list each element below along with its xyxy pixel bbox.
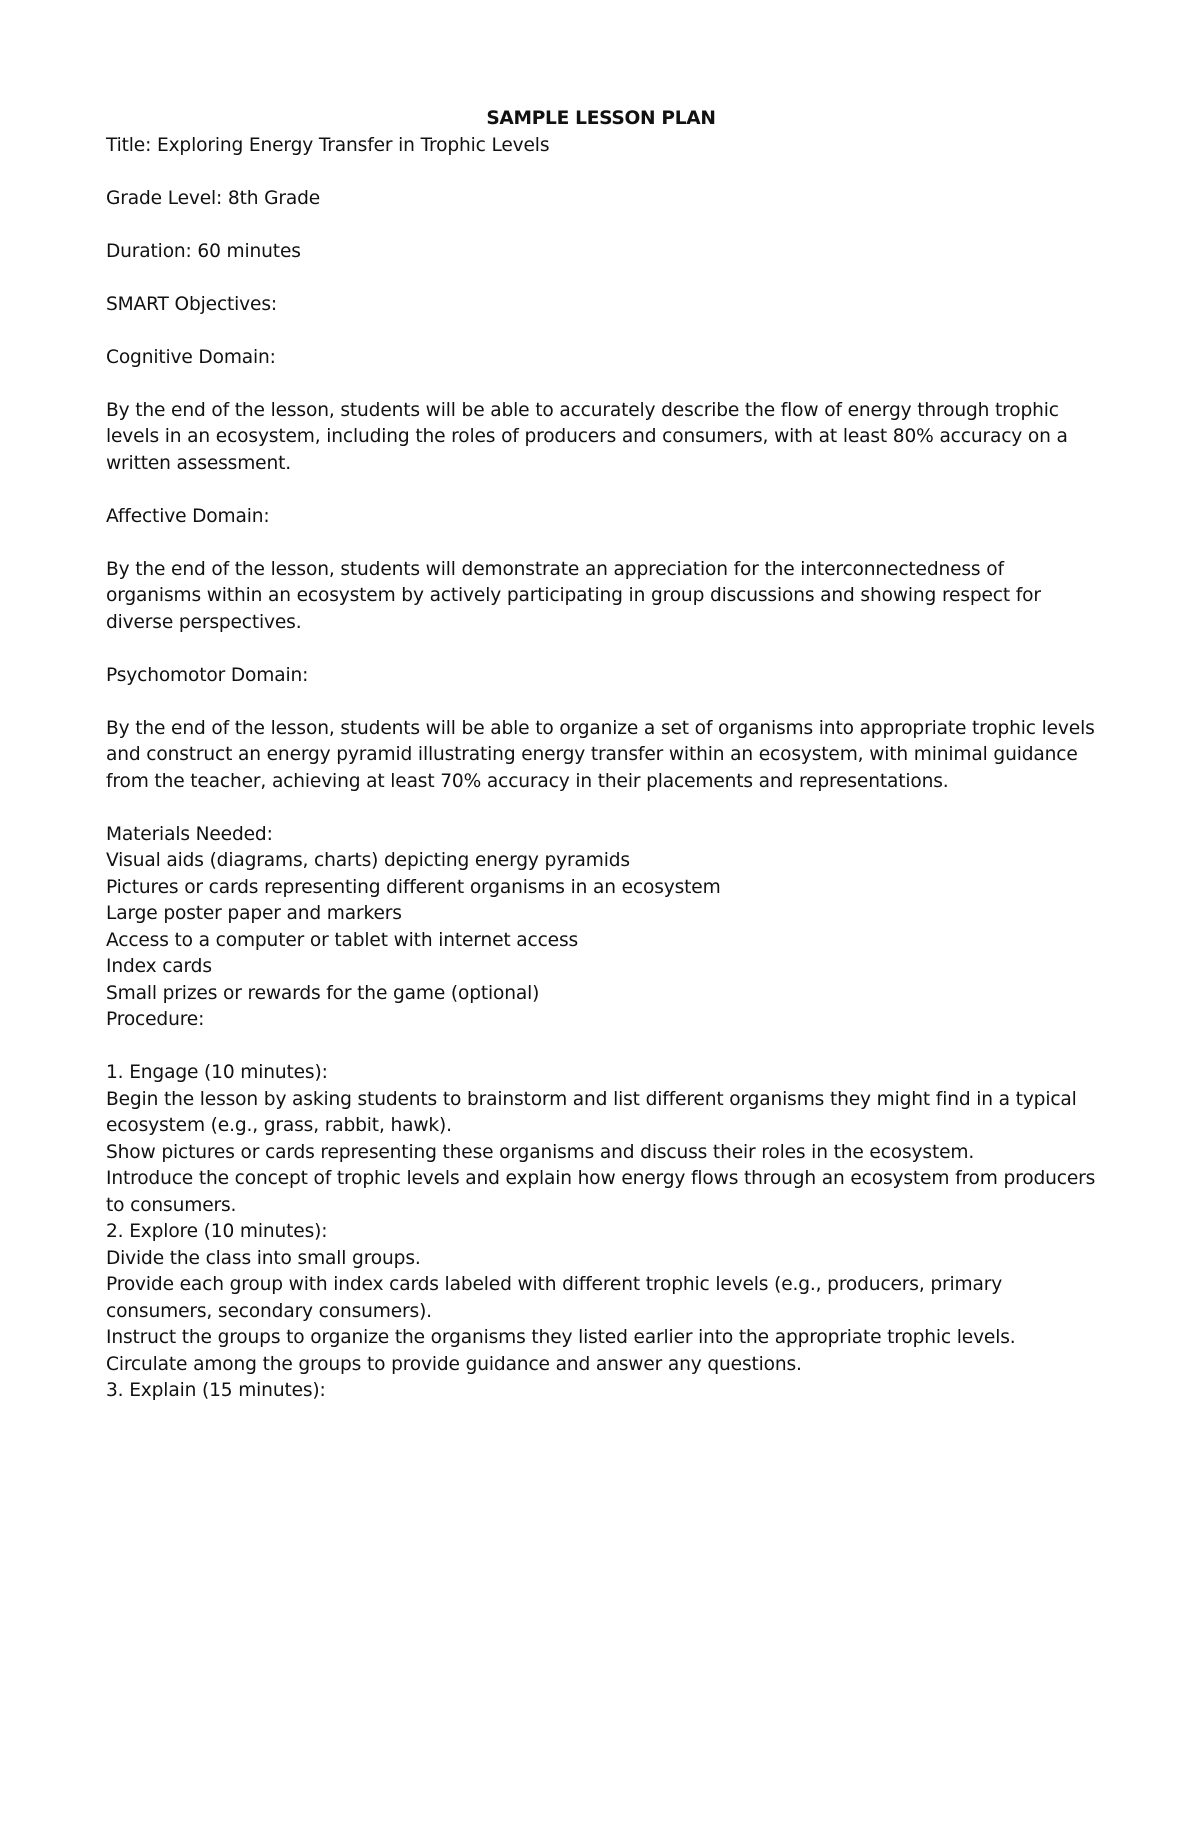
list-item: Index cards: [106, 956, 212, 977]
affective-text: By the end of the lesson, students will demonstrate an appreciation for the interconnectedness of organisms within an ecosystem by actively participating in group discussions and showing respect for diverse perspectives.: [106, 558, 1041, 633]
explore-heading: 2. Explore (10 minutes):: [106, 1221, 328, 1242]
psychomotor-text: By the end of the lesson, students will be able to organize a set of organisms into appropriate trophic levels and construct an energy pyramid illustrating energy transfer within an ecosystem, with minimal guidance from the teacher, achieving at least 70% accuracy in their placements and representations.: [106, 717, 1095, 792]
list-item: Provide each group with index cards labeled with different trophic levels (e.g., producers, primary consumers, secondary consumers).: [106, 1274, 1003, 1322]
list-item: Visual aids (diagrams, charts) depicting energy pyramids: [106, 850, 630, 871]
list-item: Instruct the groups to organize the organisms they listed earlier into the appropriate trophic levels.: [106, 1327, 1016, 1348]
engage-list: [106, 1087, 1096, 1220]
list-item: Divide the class into small groups.: [106, 1247, 421, 1269]
cognitive-text: By the end of the lesson, students will be able to accurately describe the flow of energy through trophic levels in an ecosystem, including the roles of producers and consumers, with at least 80% accuracy on a written assessment.: [106, 399, 1068, 474]
cognitive-heading: Cognitive Domain:: [106, 346, 276, 368]
explore-list: [106, 1246, 1096, 1379]
list-item: Circulate among the groups to provide guidance and answer any questions.: [106, 1353, 802, 1375]
materials-list: [106, 848, 1096, 1007]
page-title: SAMPLE LESSON PLAN: [486, 108, 716, 129]
duration: Duration: 60 minutes: [106, 240, 301, 262]
objectives-heading: SMART Objectives:: [106, 293, 277, 315]
affective-heading: Affective Domain:: [106, 505, 270, 527]
explain-heading: 3. Explain (15 minutes):: [106, 1380, 326, 1401]
engage-heading: 1. Engage (10 minutes):: [106, 1062, 328, 1083]
list-item: Begin the lesson by asking students to brainstorm and list different organisms they might find in a typical ecosystem (e.g., grass, rabbit, hawk).: [106, 1088, 1077, 1136]
list-item: Introduce the concept of trophic levels and explain how energy flows through an ecosystem from producers to consumers.: [106, 1168, 1096, 1216]
list-item: Small prizes or rewards for the game (optional): [106, 982, 540, 1004]
list-item: Access to a computer or tablet with internet access: [106, 929, 579, 951]
list-item: Show pictures or cards representing these organisms and discuss their roles in the ecosystem.: [106, 1141, 975, 1163]
materials-heading: Materials Needed:: [106, 823, 273, 845]
psychomotor-heading: Psychomotor Domain:: [106, 664, 309, 686]
document-body: [106, 106, 1096, 1405]
list-item: Large poster paper and markers: [106, 903, 402, 924]
grade-level: Grade Level: 8th Grade: [106, 187, 321, 209]
procedure-heading: Procedure:: [106, 1009, 205, 1030]
lesson-title: Title: Exploring Energy Transfer in Trophic Levels: [106, 134, 550, 156]
list-item: Pictures or cards representing different organisms in an ecosystem: [106, 876, 721, 898]
